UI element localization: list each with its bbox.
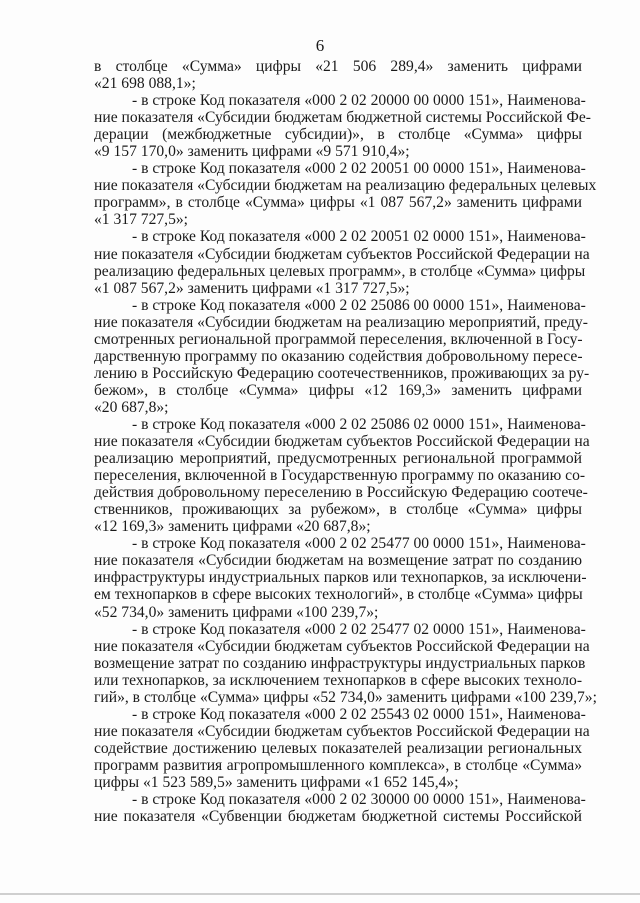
text-line: - в строке Код показателя «000 2 02 25477 02 0000 151», Наименова-: [132, 620, 586, 638]
text-line: - в строке Код показателя «000 2 02 20051 00 0000 151», Наименова-: [132, 160, 586, 178]
text-line: «21 698 088,1»;: [94, 75, 196, 93]
text-line: - в строке Код показателя «000 2 02 20051 02 0000 151», Наименова-: [132, 228, 586, 246]
text-line: программ», в столбце «Сумма» цифры «1 087 567,2» заменить цифрами: [94, 194, 582, 212]
text-line: - в строке Код показателя «000 2 02 20000 00 0000 151», Наименова-: [132, 92, 586, 110]
text-line: ние показателя «Субсидии бюджетам субъектов Российской Федерации на: [94, 637, 590, 655]
text-line: возмещение затрат по созданию инфраструктуры индустриальных парков: [94, 654, 586, 672]
document-body: [94, 58, 597, 826]
text-line: ние показателя «Субсидии бюджетам субъектов Российской Федерации на: [94, 722, 590, 740]
text-line: ем технопарков в сфере высоких технологий», в столбце «Сумма» цифры: [94, 586, 583, 604]
text-line: - в строке Код показателя «000 2 02 25543 02 0000 151», Наименова-: [132, 705, 586, 723]
text-line: дарственную программу по оказанию содействия добровольному пересе-: [94, 347, 583, 365]
text-line: программ развития агропромышленного комплекса», в столбце «Сумма»: [94, 756, 582, 774]
text-line: ние показателя «Субсидии бюджетам на реализацию мероприятий, преду-: [94, 313, 588, 331]
text-line: - в строке Код показателя «000 2 02 25086 02 0000 151», Наименова-: [132, 415, 586, 433]
text-line: «12 169,3» заменить цифрами «20 687,8»;: [94, 518, 371, 536]
text-line: - в строке Код показателя «000 2 02 30000 00 0000 151», Наименова-: [132, 791, 586, 809]
text-line: содействие достижению целевых показателей реализации региональных: [94, 739, 582, 757]
text-line: ние показателя «Субсидии бюджетам на реализацию федеральных целевых: [94, 177, 597, 195]
text-line: или технопарков, за исключением технопарков в сфере высоких техноло-: [94, 671, 583, 689]
text-line: дерации (межбюджетные субсидии)», в столбце «Сумма» цифры: [94, 126, 582, 144]
text-line: ние показателя «Субсидии бюджетам субъектов Российской Федерации на: [94, 245, 590, 263]
text-line: бежом», в столбце «Сумма» цифры «12 169,3» заменить цифрами: [94, 381, 582, 399]
text-line: ние показателя «Субсидии бюджетам на возмещение затрат по созданию: [94, 552, 582, 570]
text-line: - в строке Код показателя «000 2 02 25477 00 0000 151», Наименова-: [132, 535, 586, 553]
text-line: «9 157 170,0» заменить цифрами «9 571 910,4»;: [94, 143, 410, 161]
text-line: ние показателя «Субсидии бюджетам бюджетной системы Российской Фе-: [94, 109, 591, 127]
text-line: цифры «1 523 589,5» заменить цифрами «1 652 145,4»;: [94, 773, 459, 791]
text-line: действия добровольному переселению в Российскую Федерацию соотече-: [94, 484, 588, 502]
text-line: гий», в столбце «Сумма» цифры «52 734,0» заменить цифрами «100 239,7»;: [94, 688, 597, 706]
text-line: «52 734,0» заменить цифрами «100 239,7»;: [94, 603, 379, 621]
text-line: смотренных региональной программой переселения, включенной в Госу-: [94, 330, 583, 348]
page-bottom-edge: [0, 893, 640, 895]
text-line: ственников, проживающих за рубежом», в столбце «Сумма» цифры: [94, 501, 582, 519]
text-line: «1 087 567,2» заменить цифрами «1 317 727,5»;: [94, 279, 410, 297]
text-line: «1 317 727,5»;: [94, 211, 188, 229]
text-line: лению в Российскую Федерацию соотечественников, проживающих за ру-: [94, 364, 590, 382]
text-line: реализацию федеральных целевых программ», в столбце «Сумма» цифры: [94, 262, 586, 280]
text-line: - в строке Код показателя «000 2 02 25086 00 0000 151», Наименова-: [132, 296, 586, 314]
text-line: ние показателя «Субсидии бюджетам субъектов Российской Федерации на: [94, 433, 590, 451]
page-number: 6: [315, 36, 325, 55]
text-line: ние показателя «Субвенции бюджетам бюджетной системы Российской: [94, 808, 582, 826]
text-line: «20 687,8»;: [94, 398, 169, 416]
text-line: реализацию мероприятий, предусмотренных региональной программой: [94, 450, 582, 468]
text-line: переселения, включенной в Государственную программу по оказанию со-: [94, 467, 586, 485]
text-line: в столбце «Сумма» цифры «21 506 289,4» заменить цифрами: [94, 58, 582, 75]
text-line: инфраструктуры индустриальных парков или технопарков, за исключени-: [94, 569, 587, 587]
